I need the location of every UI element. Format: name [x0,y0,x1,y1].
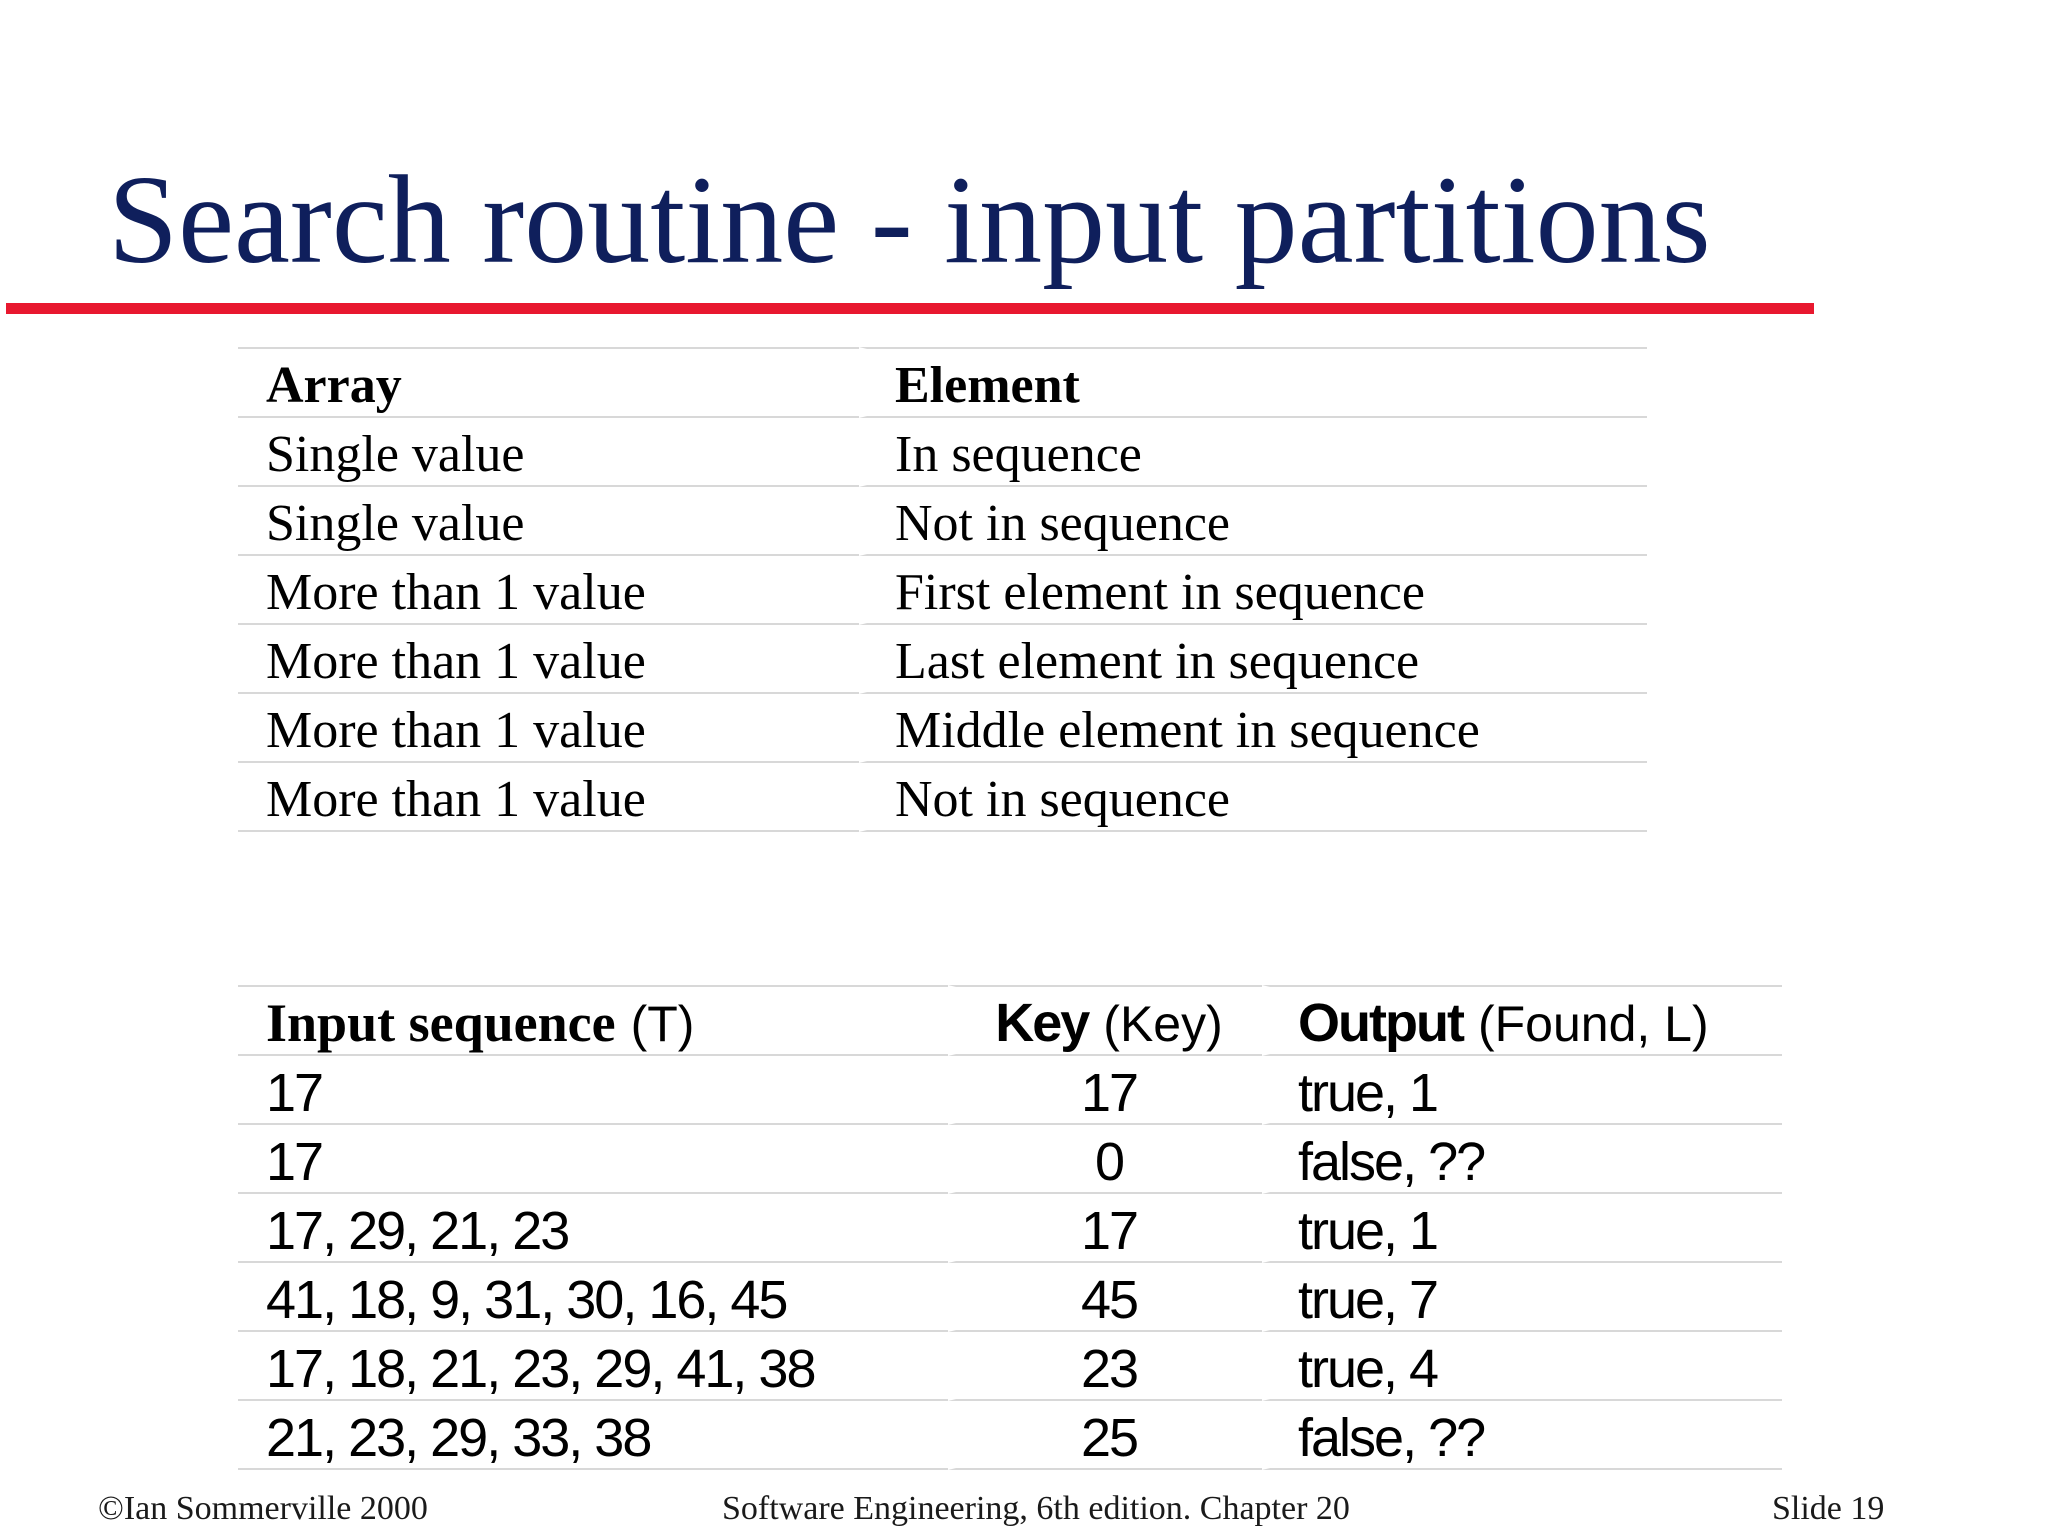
output-cell: true, 4 [1262,1332,1782,1401]
header-hint: (Found, L) [1477,996,1709,1052]
header-label: Output [1298,993,1463,1053]
table-row [238,1194,1782,1263]
output-cell: true, 7 [1262,1263,1782,1332]
header-hint: (T) [630,996,695,1052]
table-row [238,694,1647,763]
slide-title: Search routine - input partitions [108,151,1711,290]
header-input-sequence [238,985,948,1056]
key-cell: 17 [948,1194,1262,1263]
header-hint: (Key) [1103,996,1223,1052]
key-cell: 25 [948,1401,1262,1470]
element-cell: First element in sequence [859,556,1647,625]
table-row [238,487,1647,556]
table-header-row [238,347,1647,418]
header-array: Array [238,347,859,418]
array-cell: More than 1 value [238,763,859,832]
header-label: Input sequence [266,993,616,1053]
array-cell: More than 1 value [238,625,859,694]
partitions-table [238,347,1647,832]
key-cell: 23 [948,1332,1262,1401]
output-cell: false, ?? [1262,1401,1782,1470]
footer-slide-number: Slide 19 [1772,1490,1885,1527]
input-sequence-cell: 21, 23, 29, 33, 38 [238,1401,948,1470]
output-cell: false, ?? [1262,1125,1782,1194]
table-row [238,418,1647,487]
table-row [238,556,1647,625]
input-sequence-cell: 17 [238,1125,948,1194]
input-sequence-cell: 41, 18, 9, 31, 30, 16, 45 [238,1263,948,1332]
header-label: Key [995,993,1089,1053]
header-output [1262,985,1782,1056]
array-cell: Single value [238,487,859,556]
table-row [238,1056,1782,1125]
key-cell: 17 [948,1056,1262,1125]
table-header-row [238,985,1782,1056]
table-row [238,763,1647,832]
table-row [238,1332,1782,1401]
element-cell: Last element in sequence [859,625,1647,694]
element-cell: In sequence [859,418,1647,487]
array-cell: More than 1 value [238,694,859,763]
footer-book-title: Software Engineering, 6th edition. Chapter 20 [722,1490,1350,1527]
table-row [238,1125,1782,1194]
footer-copyright: ©Ian Sommerville 2000 [98,1490,428,1527]
table-row [238,1401,1782,1470]
key-cell: 45 [948,1263,1262,1332]
input-sequence-cell: 17 [238,1056,948,1125]
test-cases-table [238,985,1782,1470]
element-cell: Middle element in sequence [859,694,1647,763]
output-cell: true, 1 [1262,1056,1782,1125]
array-cell: Single value [238,418,859,487]
element-cell: Not in sequence [859,487,1647,556]
output-cell: true, 1 [1262,1194,1782,1263]
input-sequence-cell: 17, 18, 21, 23, 29, 41, 38 [238,1332,948,1401]
header-key [948,985,1262,1056]
table-row [238,1263,1782,1332]
key-cell: 0 [948,1125,1262,1194]
title-underline [6,303,1814,314]
element-cell: Not in sequence [859,763,1647,832]
input-sequence-cell: 17, 29, 21, 23 [238,1194,948,1263]
header-element: Element [859,347,1647,418]
array-cell: More than 1 value [238,556,859,625]
table-row [238,625,1647,694]
